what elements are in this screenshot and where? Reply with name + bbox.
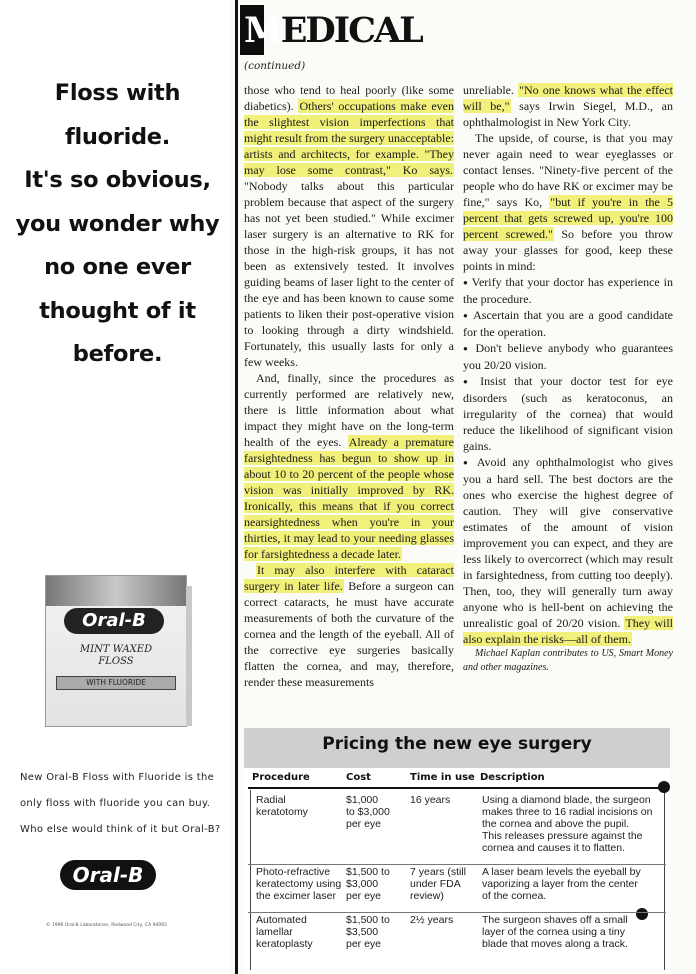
header-cost: Cost: [346, 772, 371, 783]
row-rule: [248, 864, 666, 865]
description-cell: A laser beam levels the eyeball by vaporizing a layer from the center of the cornea.: [482, 866, 641, 902]
cost-cell: $1,500 to $3,000 per eye: [346, 866, 390, 902]
highlighted-text: "No one knows what the effect will be,": [463, 83, 673, 113]
oral-b-logo: Oral-B: [60, 860, 156, 890]
article-text: Avoid any ophthalmologist who gives you a hard sell. The best doctors are the ones who exercise the highest degree of caution. They will give conservative estimates of the amount of vision improvement you can expect, and they are less likely to overcorrect (which may result in farsightedness, from cutting too deeply). Then, too, they will generally turn away anyone who is hell-bent on achieving the unrealistic goal of 20/20 vision.: [463, 455, 673, 630]
ad-headline-line: you wonder why: [15, 210, 220, 237]
ad-headline-line: thought of it: [39, 297, 196, 324]
package-band: WITH FLUORIDE: [56, 676, 176, 690]
time-cell: 2½ years: [410, 914, 454, 926]
section-title-initial: M: [244, 10, 281, 51]
procedure-cell: Automated lamellar keratoplasty: [256, 914, 313, 950]
article-text: those who tend to heal poorly (like some diabetics).: [244, 83, 454, 113]
package-product-line: FLOSS: [98, 656, 134, 667]
highlighted-text: They will also explain the risks—all of them.: [463, 616, 674, 646]
article-column-2: [463, 82, 673, 675]
article-text: And, finally, since the procedures as currently performed are relatively new, there is little information about what impact they might have on the long-term health of the eyes.: [244, 371, 454, 449]
time-cell: 7 years (still under FDA review): [410, 866, 467, 902]
package-brand-logo: Oral-B: [64, 608, 164, 634]
highlighted-text: Others' occupations make even the slightest vision imperfections that might result from the surgery unacceptable: artists and architects, for example. "They may lose some contrast," Ko says.: [244, 99, 455, 177]
article-text: Don't believe anybody who guarantees you 20/20 vision.: [463, 341, 673, 372]
corner-dot: [636, 908, 648, 920]
ad-copy-line: only floss with fluoride you can buy.: [20, 798, 211, 809]
cost-cell: $1,000 to $3,000 per eye: [346, 794, 390, 830]
time-cell: 16 years: [410, 794, 451, 806]
package-product-name: [46, 644, 186, 668]
ad-copy-line: Who else would think of it but Oral-B?: [20, 824, 221, 835]
article-text: says Irwin Siegel, M.D., an ophthalmologist in New York City.: [463, 99, 673, 129]
article-paragraph: [244, 370, 454, 562]
ad-headline-line: It's so obvious,: [24, 167, 211, 193]
article-text: Insist that your doctor test for eye disorders (such as keratoconus, an irregularity of the cornea) that would reduce the likelihood of significant vision gains.: [463, 374, 673, 453]
highlighted-text: Already a premature farsightedness has begun to show up in about 10 to 20 percent of the people whose vision was initially improved by RK. Ironically, this means that if you correct nearsightedness when you're in your thirties, it may lead to your needing glasses for farsightedness a decade later.: [244, 435, 454, 561]
table-border-right: [664, 790, 665, 970]
bullet-point: [463, 340, 673, 373]
ad-headline-line: Floss with: [54, 80, 181, 106]
oral-b-advertisement: [0, 0, 230, 974]
article-text: "Nobody talks about this particular problem because that aspect of the surgery has not yet been studied." While excimer laser surgery is an alternative to RK for those in the high-risk groups, it has not been as extensively tested. It involves guiding beams of laser light to the center of the eye and has been known to cause some patients to liken their post-operative vision to looking through a dirty windshield. Fortunately, this usually lasts for only a few weeks.: [244, 179, 454, 369]
section-title: MEDICAL: [244, 10, 422, 51]
ad-headline-line: fluoride.: [65, 123, 170, 150]
bullet-point: [463, 454, 673, 647]
highlighted-text: "but if you're in the 5 percent that gets screwed up, you're 100 percent screwed.": [463, 195, 674, 241]
header-time-in-use: Time in use: [410, 772, 475, 783]
ad-headline: [10, 72, 225, 377]
article-paragraph: [244, 562, 454, 690]
author-byline: [463, 647, 673, 675]
article-text: Before a surgeon can correct cataracts, he must have accurate measurements of both the curvature of the cornea and the length of the eyeball. All of the corrective eye surgeries basically flatten the cornea, and may, therefore, render these measurements: [244, 579, 454, 689]
ad-headline-line: before.: [72, 341, 163, 367]
bullet-point: [463, 373, 673, 454]
procedure-cell: Photo-refractive keratectomy using the excimer laser: [256, 866, 342, 902]
table-border-left: [250, 790, 251, 970]
header-rule: [248, 787, 666, 789]
header-procedure: Procedure: [252, 772, 310, 783]
article-text: Ascertain that you are a good candidate for the operation.: [463, 308, 673, 339]
highlighted-text: It may also interfere with cataract surgery in later life.: [244, 563, 454, 593]
cost-cell: $1,500 to $3,500 per eye: [346, 914, 390, 950]
table-title: Pricing the new eye surgery: [322, 734, 592, 754]
description-cell: Using a diamond blade, the surgeon makes three to 16 radial incisions on the cornea and above the pupil. This releases pressure against the cornea and causes it to flatten.: [482, 794, 653, 854]
corner-dot: [658, 781, 670, 793]
bullet-point: [463, 274, 673, 307]
ad-headline-line: no one ever: [44, 254, 191, 280]
article-text: unreliable.: [463, 83, 519, 97]
header-description: Description: [480, 772, 545, 783]
ad-body-copy: [20, 765, 225, 843]
article-text: So before you throw away your glasses for good, keep these points in mind:: [463, 227, 673, 273]
bullet-point: [463, 307, 673, 340]
package-shadow: [186, 586, 192, 726]
package-product-line: MINT WAXED: [79, 644, 153, 655]
ad-copy-line: New Oral-B Floss with Fluoride is the: [20, 772, 215, 783]
pricing-table: [244, 728, 670, 974]
package-top: [46, 576, 186, 606]
ad-legal-text: © 1996 Oral-B Laboratories, Redwood City, CA 94065: [46, 923, 167, 928]
article-column-1: [244, 82, 454, 690]
page-divider: [235, 0, 238, 974]
article-paragraph: [463, 130, 673, 274]
article-text: Michael Kaplan contributes to US, Smart Money and other magazines.: [463, 648, 673, 673]
description-cell: The surgeon shaves off a small layer of the cornea using a tiny blade that moves along a track.: [482, 914, 628, 950]
article-text: Verify that your doctor has experience in the procedure.: [463, 275, 673, 306]
article-paragraph: [463, 82, 673, 130]
floss-package-image: [45, 575, 187, 727]
row-rule: [248, 912, 666, 913]
article-text: The upside, of course, is that you may never again need to wear eyeglasses or contact lenses. "Ninety-five percent of the people who do have RK or excimer may be fine," says Ko,: [463, 131, 673, 209]
procedure-cell: Radial keratotomy: [256, 794, 308, 818]
continued-label: (continued): [244, 60, 306, 72]
article-paragraph: [244, 82, 454, 370]
